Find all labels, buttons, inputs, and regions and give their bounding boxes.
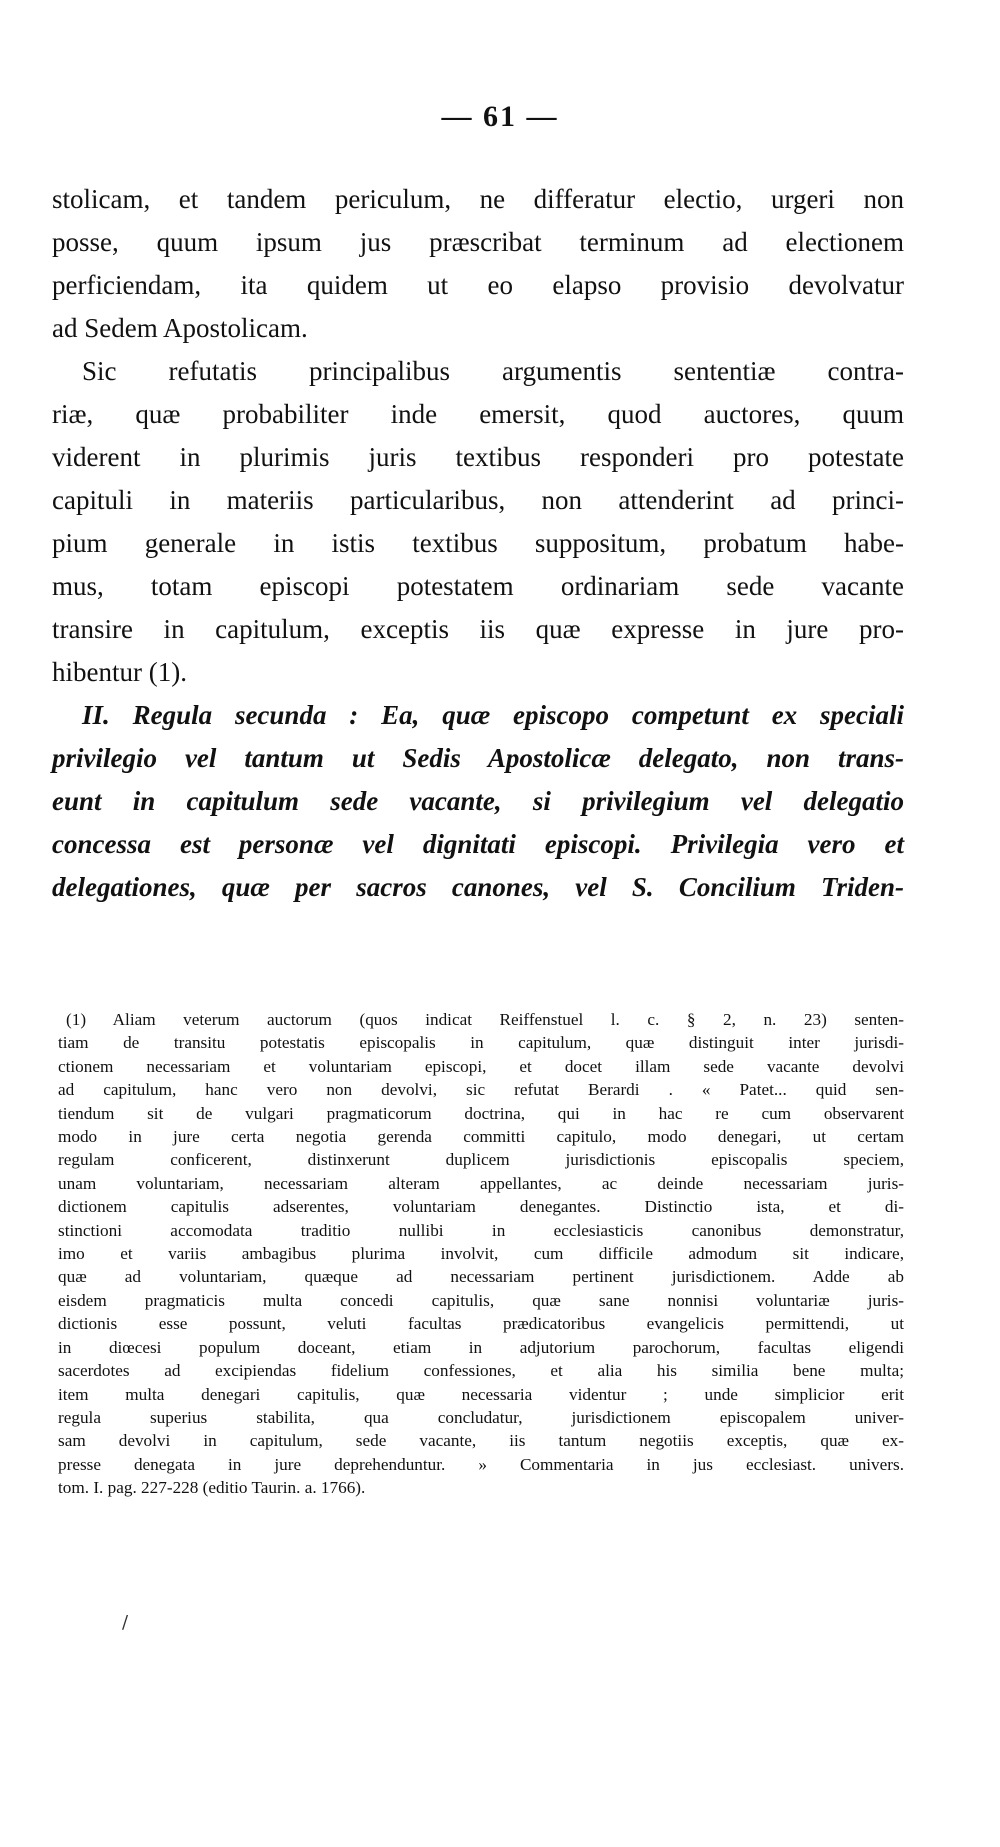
body-line: riæ, quæ probabiliter inde emersit, quod auctores, quum	[52, 399, 904, 429]
main-text	[52, 178, 904, 909]
body-line: viderent in plurimis juris textibus responderi pro potestate	[52, 442, 904, 472]
body-line: mus, totam episcopi potestatem ordinariam sede vacante	[52, 571, 904, 601]
body-line: eunt in capitulum sede vacante, si privilegium vel delegatio	[52, 786, 904, 816]
footnote-line: modo in jure certa negotia gerenda committi capitulo, modo denegari, ut certam	[58, 1127, 904, 1147]
body-line: Sic refutatis principalibus argumentis sententiæ contra-	[82, 356, 904, 386]
footnote-line: item multa denegari capitulis, quæ necessaria videntur ; unde simplicior erit	[58, 1384, 904, 1404]
footnote-line: tiam de transitu potestatis episcopalis in capitulum, quæ distinguit inter jurisdi-	[58, 1033, 904, 1053]
body-line: delegationes, quæ per sacros canones, vel S. Concilium Triden-	[52, 872, 904, 902]
body-line: ad Sedem Apostolicam.	[52, 313, 308, 343]
footnote-line: stinctioni accomodata traditio nullibi in ecclesiasticis canonibus demonstratur,	[58, 1220, 904, 1240]
stray-mark: /	[122, 1612, 129, 1633]
footnote-line: eisdem pragmaticis multa concedi capitulis, quæ sane nonnisi voluntariæ juris-	[58, 1290, 904, 1310]
body-line: perficiendam, ita quidem ut eo elapso provisio devolvatur	[52, 270, 904, 300]
footnote-line: dictionem capitulis adserentes, voluntariam denegantes. Distinctio ista, et di-	[58, 1197, 904, 1217]
footnote-line: regula superius stabilita, qua concludatur, jurisdictionem episcopalem univer-	[58, 1407, 904, 1427]
body-line: hibentur (1).	[52, 657, 187, 687]
body-line: privilegio vel tantum ut Sedis Apostolicæ delegato, non trans-	[52, 743, 904, 773]
footnote-line: imo et variis ambagibus plurima involvit, cum difficile admodum sit indicare,	[58, 1244, 904, 1264]
footnote-line: sam devolvi in capitulum, sede vacante, iis tantum negotiis exceptis, quæ ex-	[58, 1431, 904, 1451]
footnote-line: dictionis esse possunt, veluti facultas prædicatoribus evangelicis permittendi, ut	[58, 1314, 904, 1334]
footnote-line: sacerdotes ad excipiendas fidelium confessiones, et alia his similia bene multa;	[58, 1361, 904, 1381]
page-number: — 61 —	[441, 100, 559, 133]
body-line: stolicam, et tandem periculum, ne differatur electio, urgeri non	[52, 184, 904, 214]
footnote-line: ctionem necessariam et voluntariam episcopi, et docet illam sede vacante devolvi	[58, 1056, 904, 1076]
footnote-line: ad capitulum, hanc vero non devolvi, sic refutat Berardi . « Patet... quid sen-	[58, 1080, 904, 1100]
body-line: transire in capitulum, exceptis iis quæ expresse in jure pro-	[52, 614, 904, 644]
body-line: posse, quum ipsum jus præscribat terminum ad electionem	[52, 227, 904, 257]
body-line: pium generale in istis textibus suppositum, probatum habe-	[52, 528, 904, 558]
footnote-line: (1) Aliam veterum auctorum (quos indicat Reiffenstuel l. c. § 2, n. 23) senten-	[66, 1010, 904, 1029]
footnote-line: regulam conficerent, distinxerunt duplicem jurisdictionis episcopalis speciem,	[58, 1150, 904, 1170]
body-line: capituli in materiis particularibus, non attenderint ad princi-	[52, 485, 904, 515]
footnote-block	[58, 1008, 904, 1500]
footnote-line: unam voluntariam, necessariam alteram appellantes, ac deinde necessariam juris-	[58, 1173, 904, 1193]
footnote-line: in diœcesi populum doceant, etiam in adjutorium parochorum, facultas eligendi	[58, 1337, 904, 1357]
footnote-line: tiendum sit de vulgari pragmaticorum doctrina, qui in hac re cum observarent	[58, 1103, 904, 1123]
body-line: concessa est personæ vel dignitati episcopi. Privilegia vero et	[52, 829, 904, 859]
footnote-line: tom. I. pag. 227-228 (editio Taurin. a. 1766).	[58, 1478, 366, 1498]
footnote-line: presse denegata in jure deprehenduntur. » Commentaria in jus ecclesiast. univers.	[58, 1454, 904, 1474]
footnote-line: quæ ad voluntariam, quæque ad necessariam pertinent jurisdictionem. Adde ab	[58, 1267, 904, 1287]
body-line: II. Regula secunda : Ea, quæ episcopo competunt ex speciali	[82, 700, 904, 730]
